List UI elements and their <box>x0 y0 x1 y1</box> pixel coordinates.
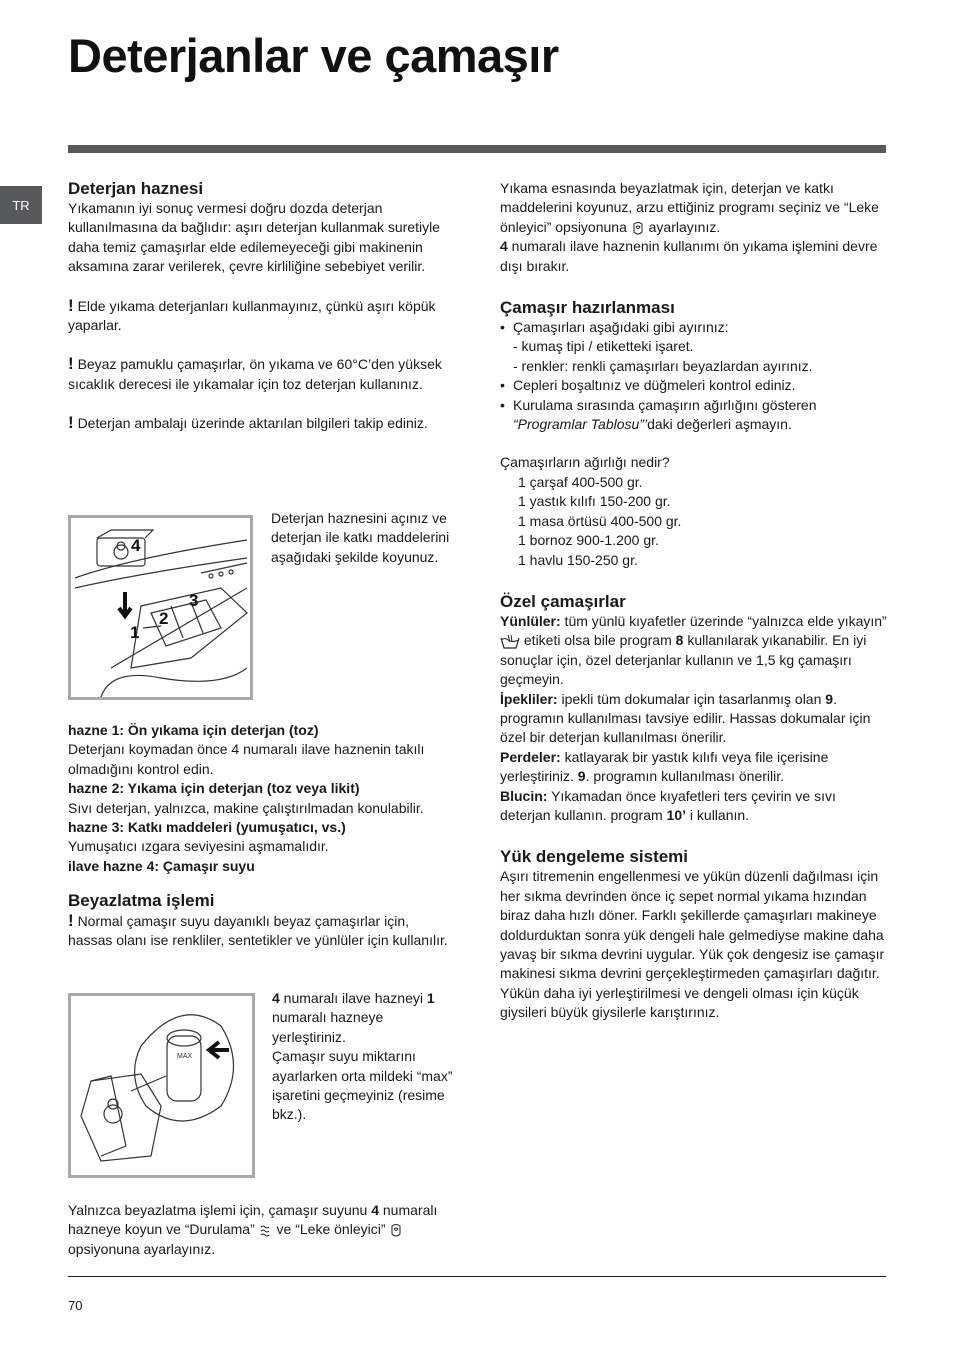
bleach-container-illustration <box>71 996 252 1175</box>
weight-item: 1 yastık kılıfı 150-200 gr. <box>518 493 671 510</box>
deterjan-intro: Yıkamanın iyi sonuç vermesi doğru dozda deterjan kullanılmasına da bağlıdır: aşırı deterjan kullanmak suretiyle daha temiz çamaşırlar elde edilemeyeceği gibi makinenin aksamına zarar verilerek, çevre kirliliğine sebebiyet verilir. <box>68 200 440 275</box>
right-column: Yıkama esnasında beyazlatmak için, deterjan ve katkı maddelerini koyunuz, arzu ettiğiniz programı seçiniz ve “Leke önleyici” opsiyonuna ayarlayınız. 4 numaralı ilave haznenin kullanımı ön yıkama işlemini devre dışı bırakır. Çamaşır hazırlanması • Çamaşırları aşağıdaki gibi ayırınız: - kumaş tipi / etiketteki işaret. - renkler: renkli çamaşırları beyazlardan ayırınız. • Cepleri boşaltınız ve düğmeleri kontrol ediniz. • Kurulama sırasında çamaşırın ağırlığını gösteren “Programlar Tablosu”’daki değerleri aşmayın. Çamaşırların ağırlığı nedir? 1 çarşaf 400-500 gr. 1 yastık kılıfı 150-200 gr. 1 masa örtüsü 400-500 gr. 1 bornoz 900-1.200 gr. 1 havlu 150-250 gr. Özel çamaşırlar Yünlüler: tüm yünlü kıyafetler üzerinde “yalnızca elde yıkayın” etiketi olsa bile program 8 kullanılarak yıkanabilir. En iyi sonuçlar için, özel deterjanlar kullanın ve 1,5 kg çamaşırı geçmeyin. İpekliler: ipekli tüm dokumalar için tasarlanmış olan 9. programın kullanılması tavsiye edilir. Hassas dokumalar için özel bir deterjan kullanılması önerilir. Perdeler: katlayarak bir yastık kılıfı veya file içerisine yerleştiriniz. 9. programın kullanılması önerilir. Blucin: Yıkamadan önce kıyafetleri ters çevirin ve sıvı deterjan kullanın. program 10’ i kullanın. Yük dengeleme sistemi Aşırı titremenin engellenmesi ve yükün düzenli dağılması için her sıkma devrinden önce iç sepet normal yıkama hızından biraz daha hızlı döner. Farklı şekillerde çamaşırları makineye doldurduktan sonra yük dengeli hale gelmediyse makine daha yavaş bir sıkma devrini uygular. Yük çok dengesiz ise çamaşır makinesi sıkma devrini gerçekleştirmeden çamaşırları dağıtır. Yükün daha iyi yerleştirilmesi ve dengeli olması için küçük giysileri büyük giysilerle karıştırınız. <box>500 179 888 1023</box>
warning-mark: ! <box>68 354 74 374</box>
warning-mark: ! <box>68 911 74 930</box>
page-title: Deterjanlar ve çamaşır <box>68 29 559 82</box>
detergent-drawer-figure <box>68 515 253 700</box>
rinse-icon <box>259 1224 273 1238</box>
hand-wash-icon <box>500 634 520 649</box>
bleach-figure-caption: 4 numaralı ilave hazneyi 1 numaralı hazneye yerleştiriniz. Çamaşır suyu miktarını ayarlarken orta mildeki “max” işaretini geçmeyiniz (resime bkz.). <box>272 990 453 1123</box>
weight-item: 1 masa örtüsü 400-500 gr. <box>518 512 682 529</box>
hazne-list <box>68 721 456 876</box>
warning-3: ! Deterjan ambalajı üzerinde aktarılan bilgileri takip ediniz. <box>68 413 428 433</box>
yuk-dengeleme-text: Aşırı titremenin engellenmesi ve yükün düzenli dağılması için her sıkma devrinden önce iç sepet normal yıkama hızından biraz daha hızlı döner. Farklı şekillerde çamaşırları makineye doldurduktan sonra yük dengeli hale gelmediyse makine daha yavaş bir sıkma devrini uygular. Yük çok dengesiz ise çamaşır makinesi sıkma devrini gerçekleştirmeden çamaşırları dağıtır. Yükün daha iyi yerleştirilmesi ve dengeli olması için küçük giysileri büyük giysilerle karıştırınız. <box>500 868 885 1021</box>
bleach-container-figure <box>68 993 255 1178</box>
ozel-ipekliler: İpekliler: ipekli tüm dokumalar için tasarlanmış olan 9. programın kullanılması tavsiye edilir. Hassas dokumalar için özel bir deterjan kullanılması önerilir. <box>500 690 871 746</box>
footer-rule <box>68 1276 886 1277</box>
detergent-figure-caption: Deterjan haznesini açınız ve deterjan ile katkı maddelerini aşağıdaki şekilde koyunuz. <box>271 510 450 565</box>
hazne-3-text: Yumuşatıcı ızgara seviyesini aşmamalıdır. <box>68 838 329 855</box>
ozel-blucin: Blucin: Yıkamadan önce kıyafetleri ters çevirin ve sıvı deterjan kullanın. program 10’ i kullanın. <box>500 787 836 823</box>
weight-item: 1 bornoz 900-1.200 gr. <box>518 532 659 549</box>
list-subitem: - renkler: renkli çamaşırları beyazlardan ayırınız. <box>513 357 813 374</box>
warning-mark: ! <box>68 413 74 433</box>
weight-item: 1 çarşaf 400-500 gr. <box>518 473 643 490</box>
drawer-label-1: 1 <box>130 623 140 642</box>
section-heading-ozel: Özel çamaşırlar <box>500 591 626 611</box>
warning-1: ! Elde yıkama deterjanları kullanmayınız, çünkü aşırı köpük yaparlar. <box>68 295 436 334</box>
drawer-label-3: 3 <box>189 591 199 610</box>
list-item: • Cepleri boşaltınız ve düğmeleri kontrol ediniz. <box>500 376 888 395</box>
beyazlatma-text: ! Normal çamaşır suyu dayanıklı beyaz çamaşırlar için, hassas olanı ise renkliler, sentetikler ve yünlüler için kullanılır. <box>68 911 448 949</box>
ozel-perdeler: Perdeler: katlayarak bir yastık kılıfı veya file içerisine yerleştiriniz. 9. programın kullanılması önerilir. <box>500 748 829 785</box>
weights-question: Çamaşırların ağırlığı nedir? <box>500 454 670 471</box>
stain-prevent-icon <box>389 1223 403 1238</box>
language-tab: TR <box>0 186 42 224</box>
hazne-3-title: hazne 3: Katkı maddeleri (yumuşatıcı, vs.) <box>68 819 346 836</box>
warning-2: ! Beyaz pamuklu çamaşırlar, ön yıkama ve 60°C’den yüksek sıcaklık derecesi ile yıkamalar için toz deterjan kullanınız. <box>68 354 442 392</box>
hazne-4-title: ilave hazne 4: Çamaşır suyu <box>68 857 255 874</box>
header-rule <box>68 145 886 153</box>
hazne-1-text: Deterjanı koymadan önce 4 numaralı ilave haznenin takılı olmadığını kontrol edin. <box>68 741 425 777</box>
list-subitem: - kumaş tipi / etiketteki işaret. <box>513 338 694 355</box>
warning-mark: ! <box>68 295 74 315</box>
hazne-1-title: hazne 1: Ön yıkama için deterjan (toz) <box>68 722 319 738</box>
drawer-label-2: 2 <box>159 609 169 628</box>
stain-prevent-icon <box>631 221 645 236</box>
detergent-drawer-illustration <box>71 518 250 697</box>
list-item: • Çamaşırları aşağıdaki gibi ayırınız: <box>500 318 888 337</box>
list-item: • Kurulama sırasında çamaşırın ağırlığını gösteren “Programlar Tablosu”’daki değerleri aşmayın. <box>500 396 888 435</box>
bleach-max-label: MAX <box>177 1053 193 1060</box>
section-heading-hazirlanma: Çamaşır hazırlanması <box>500 298 675 318</box>
beyazlatma-bottom-text: Yalnızca beyazlatma işlemi için, çamaşır suyunu 4 numaralı hazneye koyun ve “Durulama” ve “Leke önleyici” opsiyonuna ayarlayınız. <box>68 1202 438 1257</box>
page-number: 70 <box>68 1298 83 1313</box>
hazne-2-text: Sıvı deterjan, yalnızca, makine çalıştırılmadan konulabilir. <box>68 799 424 816</box>
hazne-2-title: hazne 2: Yıkama için deterjan (toz veya likit) <box>68 780 360 797</box>
weight-item: 1 havlu 150-250 gr. <box>518 551 638 568</box>
bleach-wash-intro: Yıkama esnasında beyazlatmak için, deterjan ve katkı maddelerini koyunuz, arzu ettiğiniz programı seçiniz ve “Leke önleyici” opsiyonuna ayarlayınız. <box>500 180 879 235</box>
left-column-upper <box>68 179 456 434</box>
section-heading-yuk-dengeleme: Yük dengeleme sistemi <box>500 847 689 867</box>
section-heading-deterjan-haznesi: Deterjan haznesi <box>68 179 204 198</box>
beyazlatma-section <box>68 891 456 951</box>
drawer-label-4: 4 <box>131 536 141 555</box>
ozel-yunluler: Yünlüler: tüm yünlü kıyafetler üzerinde “yalnızca elde yıkayın” etiketi olsa bile program 8 kullanılarak yıkanabilir. En iyi sonuçlar için, özel deterjanlar kullanın ve 1,5 kg çamaşırı geçmeyin. <box>500 612 887 688</box>
section-heading-beyazlatma: Beyazlatma işlemi <box>68 891 215 910</box>
